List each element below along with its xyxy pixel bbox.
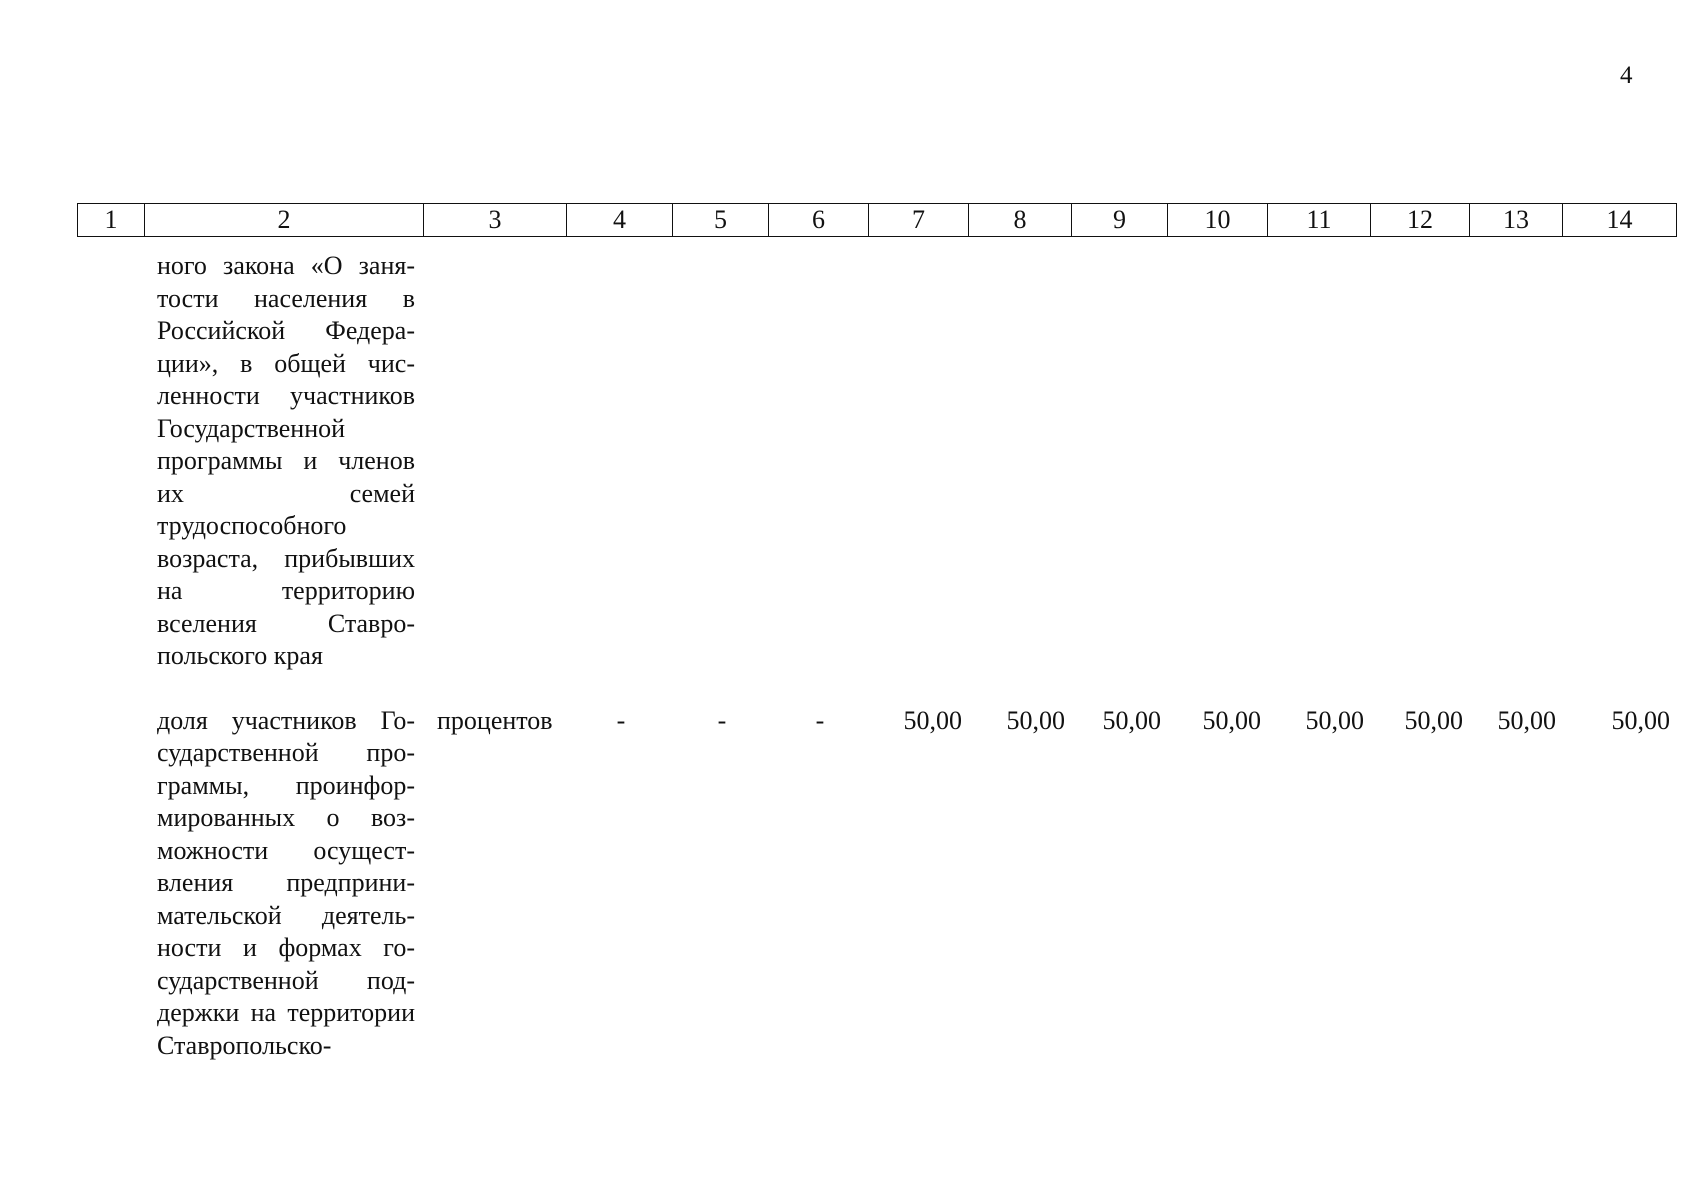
- unit-cell: процентов: [437, 705, 553, 735]
- header-cell: 1: [78, 204, 145, 237]
- value-cell: [970, 250, 1073, 673]
- indicator-description: доля участников Государственной программы, проинформированных о возможности осуществления предпринимательской деятельности и формах государственной поддержки на территории Ставропольско-: [157, 705, 415, 1060]
- header-cell: 7: [869, 204, 969, 237]
- header-cell: 4: [567, 204, 673, 237]
- table-row: [77, 250, 1678, 673]
- column-number-header: [77, 203, 1677, 237]
- header-cell: 10: [1168, 204, 1268, 237]
- value-cell: 50,00: [1611, 705, 1670, 735]
- header-cell: 12: [1371, 204, 1470, 237]
- value-cell: [870, 250, 970, 673]
- value-cell: 50,00: [1305, 705, 1364, 735]
- value-cell: [674, 250, 770, 673]
- value-cell: [568, 250, 674, 673]
- value-cell: 50,00: [1006, 705, 1065, 735]
- value-cell: -: [616, 705, 626, 735]
- header-cell: 13: [1470, 204, 1563, 237]
- header-cell: 11: [1268, 204, 1371, 237]
- value-cell: [1564, 250, 1678, 673]
- indicator-table-body: [77, 250, 1678, 1062]
- header-cell: 14: [1563, 204, 1677, 237]
- value-cell: [1471, 250, 1564, 673]
- indicator-description: ного закона «О занятости населения в Российской Федерации», в общей численности участников Государственной программы и членов их семей трудоспособного возраста, прибывших на территорию вселения Ставропольского края: [157, 251, 415, 670]
- value-cell: 50,00: [1202, 705, 1261, 735]
- value-cell: -: [815, 705, 825, 735]
- value-cell: -: [717, 705, 727, 735]
- page-number: 4: [1620, 62, 1633, 89]
- unit-cell: [425, 250, 568, 673]
- header-cell: 3: [424, 204, 567, 237]
- value-cell: 50,00: [1404, 705, 1463, 735]
- value-cell: [1269, 250, 1372, 673]
- value-cell: 50,00: [903, 705, 962, 735]
- row-spacer: [77, 673, 1678, 705]
- header-cell: 2: [145, 204, 424, 237]
- value-cell: [1169, 250, 1269, 673]
- value-cell: 50,00: [1102, 705, 1161, 735]
- header-cell: 5: [673, 204, 769, 237]
- header-cell: 6: [769, 204, 869, 237]
- value-cell: [770, 250, 870, 673]
- header-cell: 9: [1072, 204, 1168, 237]
- value-cell: [1372, 250, 1471, 673]
- header-cell: 8: [969, 204, 1072, 237]
- table-row: [77, 705, 1678, 1063]
- header-row: [78, 204, 1677, 237]
- value-cell: [1073, 250, 1169, 673]
- value-cell: 50,00: [1497, 705, 1556, 735]
